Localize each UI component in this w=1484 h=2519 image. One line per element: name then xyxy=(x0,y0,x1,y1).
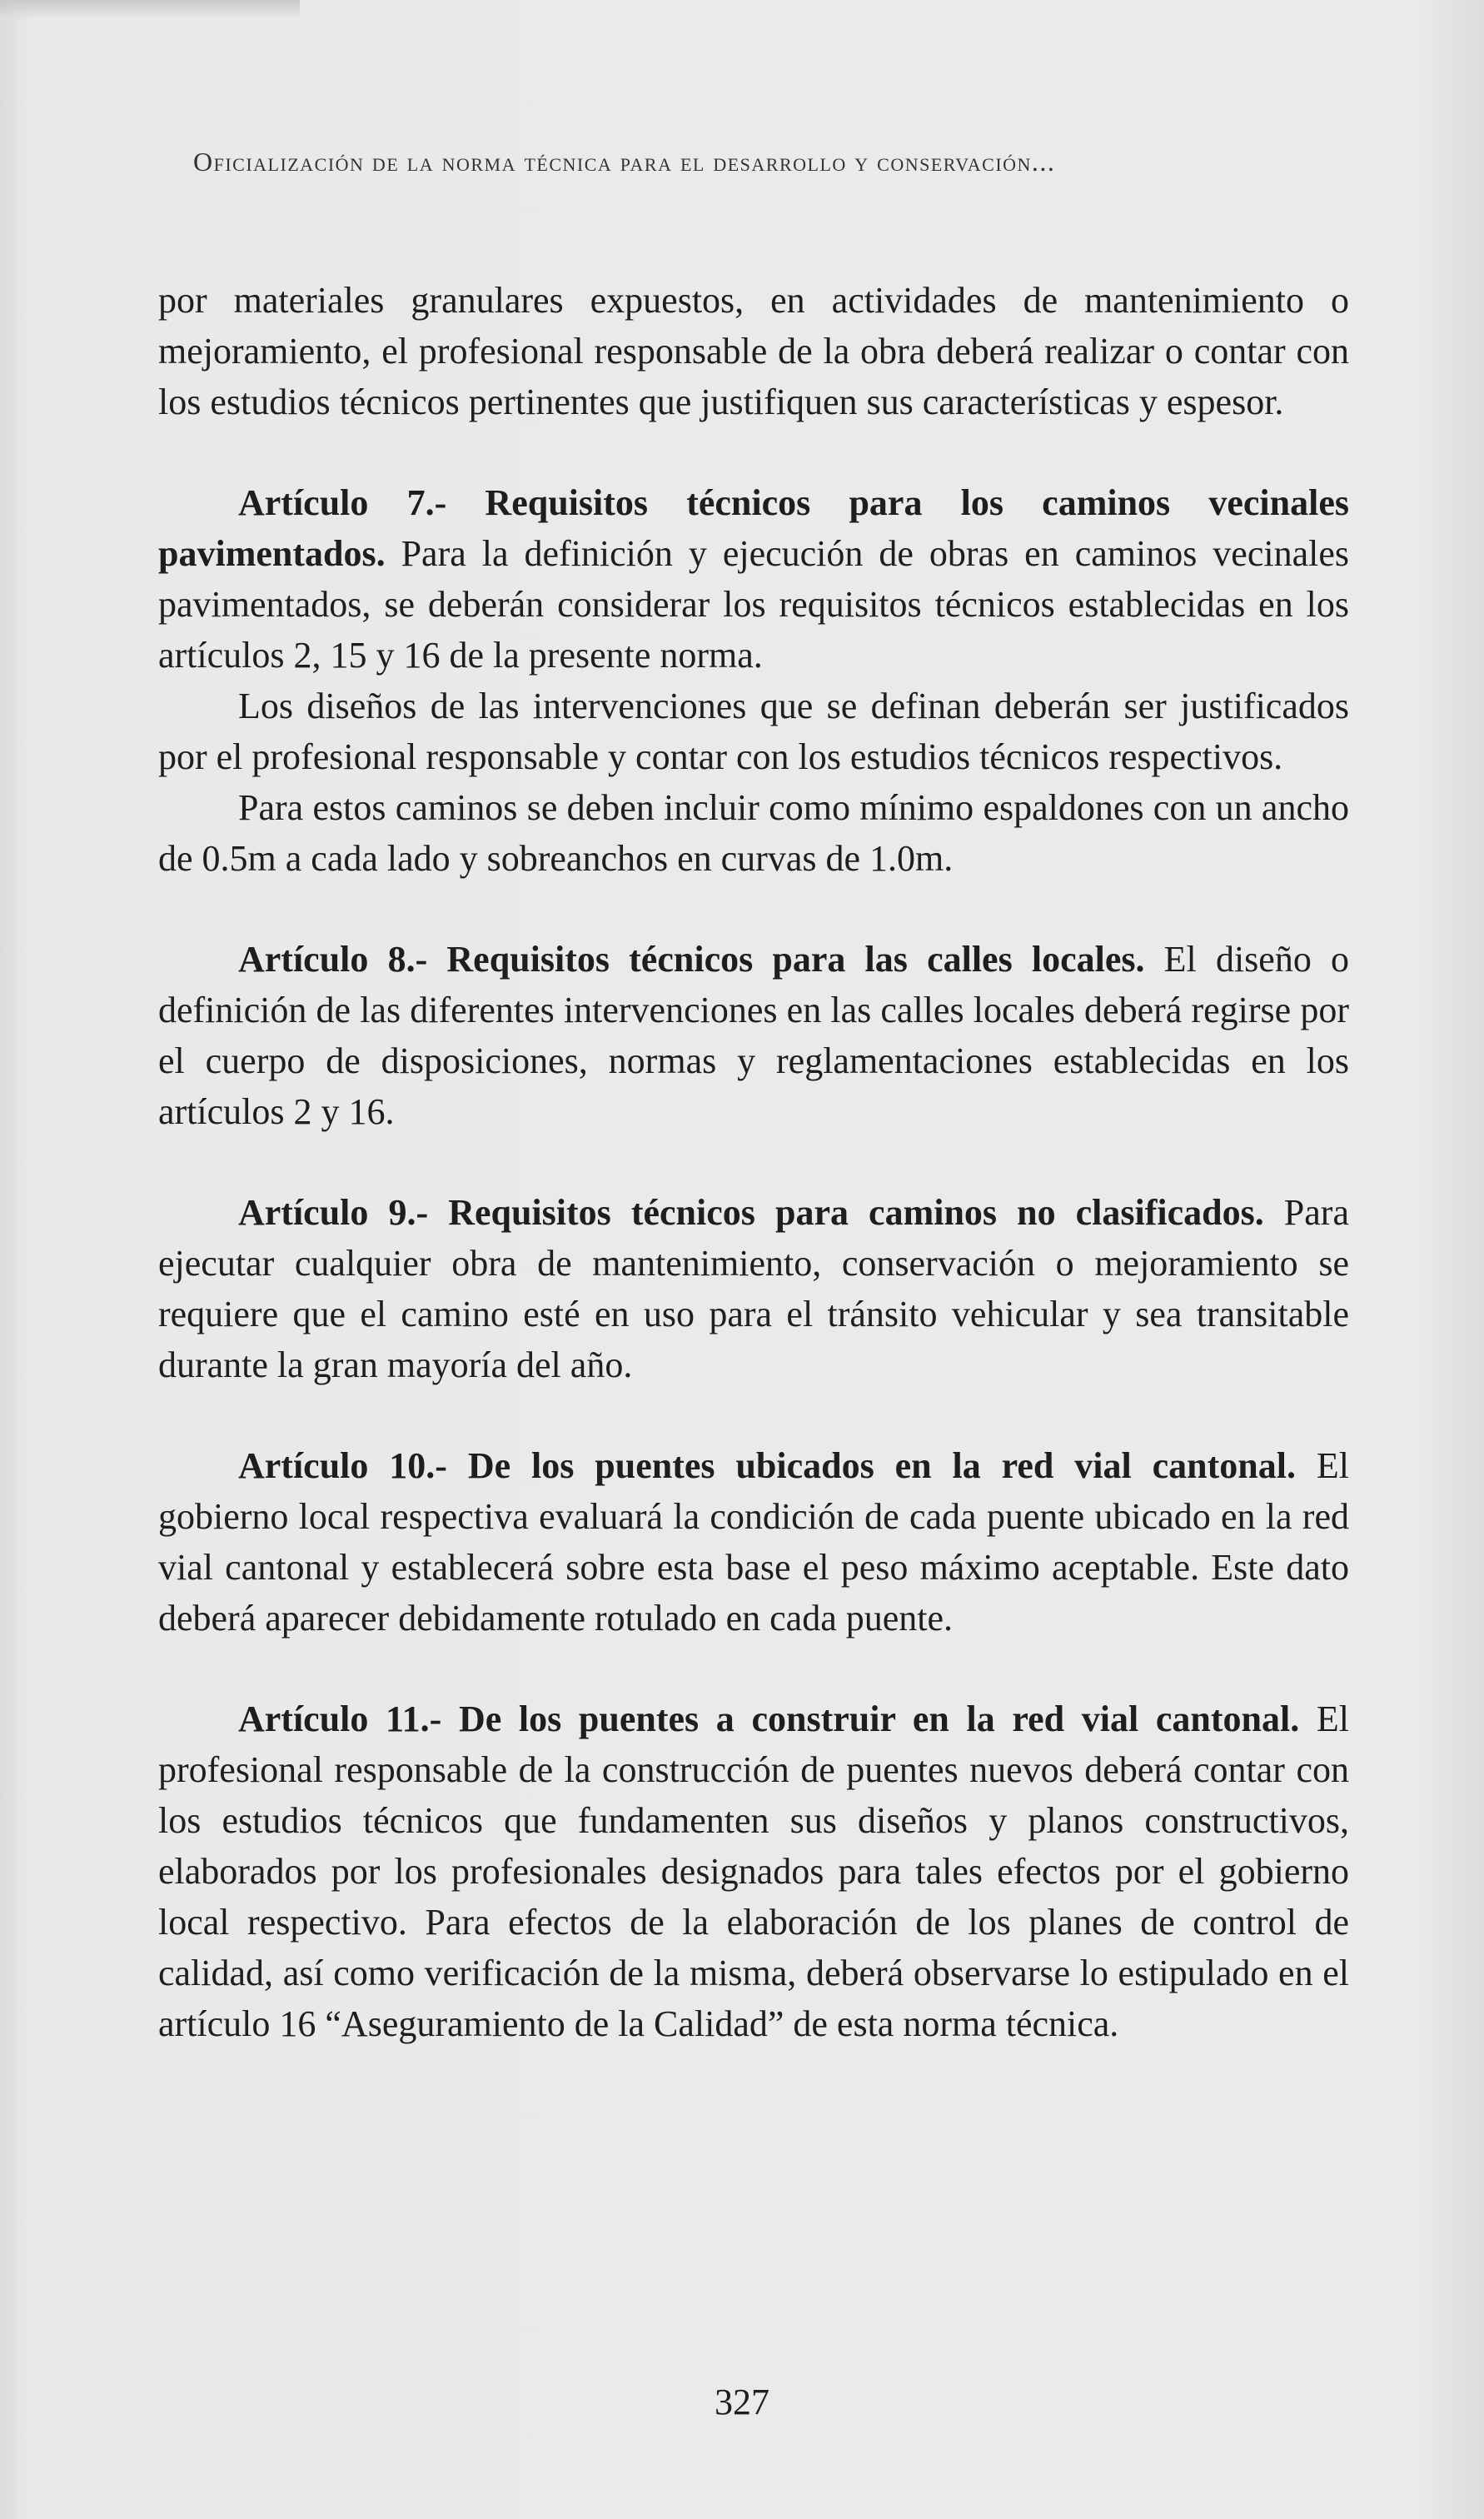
article-11-title: Artículo 11.- De los puentes a construir en la red vial cantonal. xyxy=(238,1698,1300,1739)
article-7 xyxy=(158,477,1349,681)
article-7-title: Artículo 7.- Requisitos técnicos para los caminos vecinales pavimentados. xyxy=(158,482,1349,574)
page-number: 327 xyxy=(715,2382,769,2422)
article-10-body: El gobierno local respectiva evaluará la condición de cada puente ubicado en la red vial cantonal y establecerá sobre esta base el peso máximo aceptable. Este dato deberá aparecer debidamente rotulado en cada puente. xyxy=(158,1445,1349,1639)
running-head: Oficialización de la norma técnica para el desarrollo y conservación... xyxy=(193,147,1056,177)
page-body xyxy=(158,275,1349,2049)
article-7-body: Para la definición y ejecución de obras en caminos vecinales pavimentados, se deberán considerar los requisitos técnicos establecidas en los artículos 2, 15 y 16 de la presente norma. xyxy=(158,533,1349,676)
article-9-title: Artículo 9.- Requisitos técnicos para caminos no clasificados. xyxy=(238,1192,1264,1233)
article-11-body: El profesional responsable de la construcción de puentes nuevos deberá contar con los estudios técnicos que fundamenten sus diseños y planos constructivos, elaborados por los profesionales designados para tales efectos por el gobierno local respectivo. Para efectos de la elaboración de los planes de control de calidad, así como verificación de la misma, deberá observarse lo estipulado en el artículo 16 “Aseguramiento de la Calidad” de esta norma técnica. xyxy=(158,1698,1349,2044)
article-11 xyxy=(158,1693,1349,2049)
paragraph-continuation: por materiales granulares expuestos, en actividades de mantenimiento o mejoramiento, el profesional responsable de la obra deberá realizar o contar con los estudios técnicos pertinentes que justifiquen sus características y espesor. xyxy=(158,280,1349,422)
article-7-paragraph-2: Los diseños de las intervenciones que se definan deberán ser justificados por el profesional responsable y contar con los estudios técnicos respectivos. xyxy=(158,686,1349,777)
article-8-title: Artículo 8.- Requisitos técnicos para las calles locales. xyxy=(238,939,1145,980)
article-8 xyxy=(158,934,1349,1137)
scan-edge-shadow xyxy=(0,0,300,18)
article-9-body: Para ejecutar cualquier obra de mantenimiento, conservación o mejoramiento se requiere que el camino esté en uso para el tránsito vehicular y sea transitable durante la gran mayoría del año. xyxy=(158,1192,1349,1385)
article-10 xyxy=(158,1440,1349,1644)
article-10-title: Artículo 10.- De los puentes ubicados en la red vial cantonal. xyxy=(238,1445,1296,1486)
article-9 xyxy=(158,1187,1349,1390)
article-8-body: El diseño o definición de las diferentes intervenciones en las calles locales deberá regirse por el cuerpo de disposiciones, normas y reglamentaciones establecidas en los artículos 2 y 16. xyxy=(158,939,1350,1132)
article-7-paragraph-3: Para estos caminos se deben incluir como mínimo espaldones con un ancho de 0.5m a cada lado y sobreanchos en curvas de 1.0m. xyxy=(158,787,1349,879)
